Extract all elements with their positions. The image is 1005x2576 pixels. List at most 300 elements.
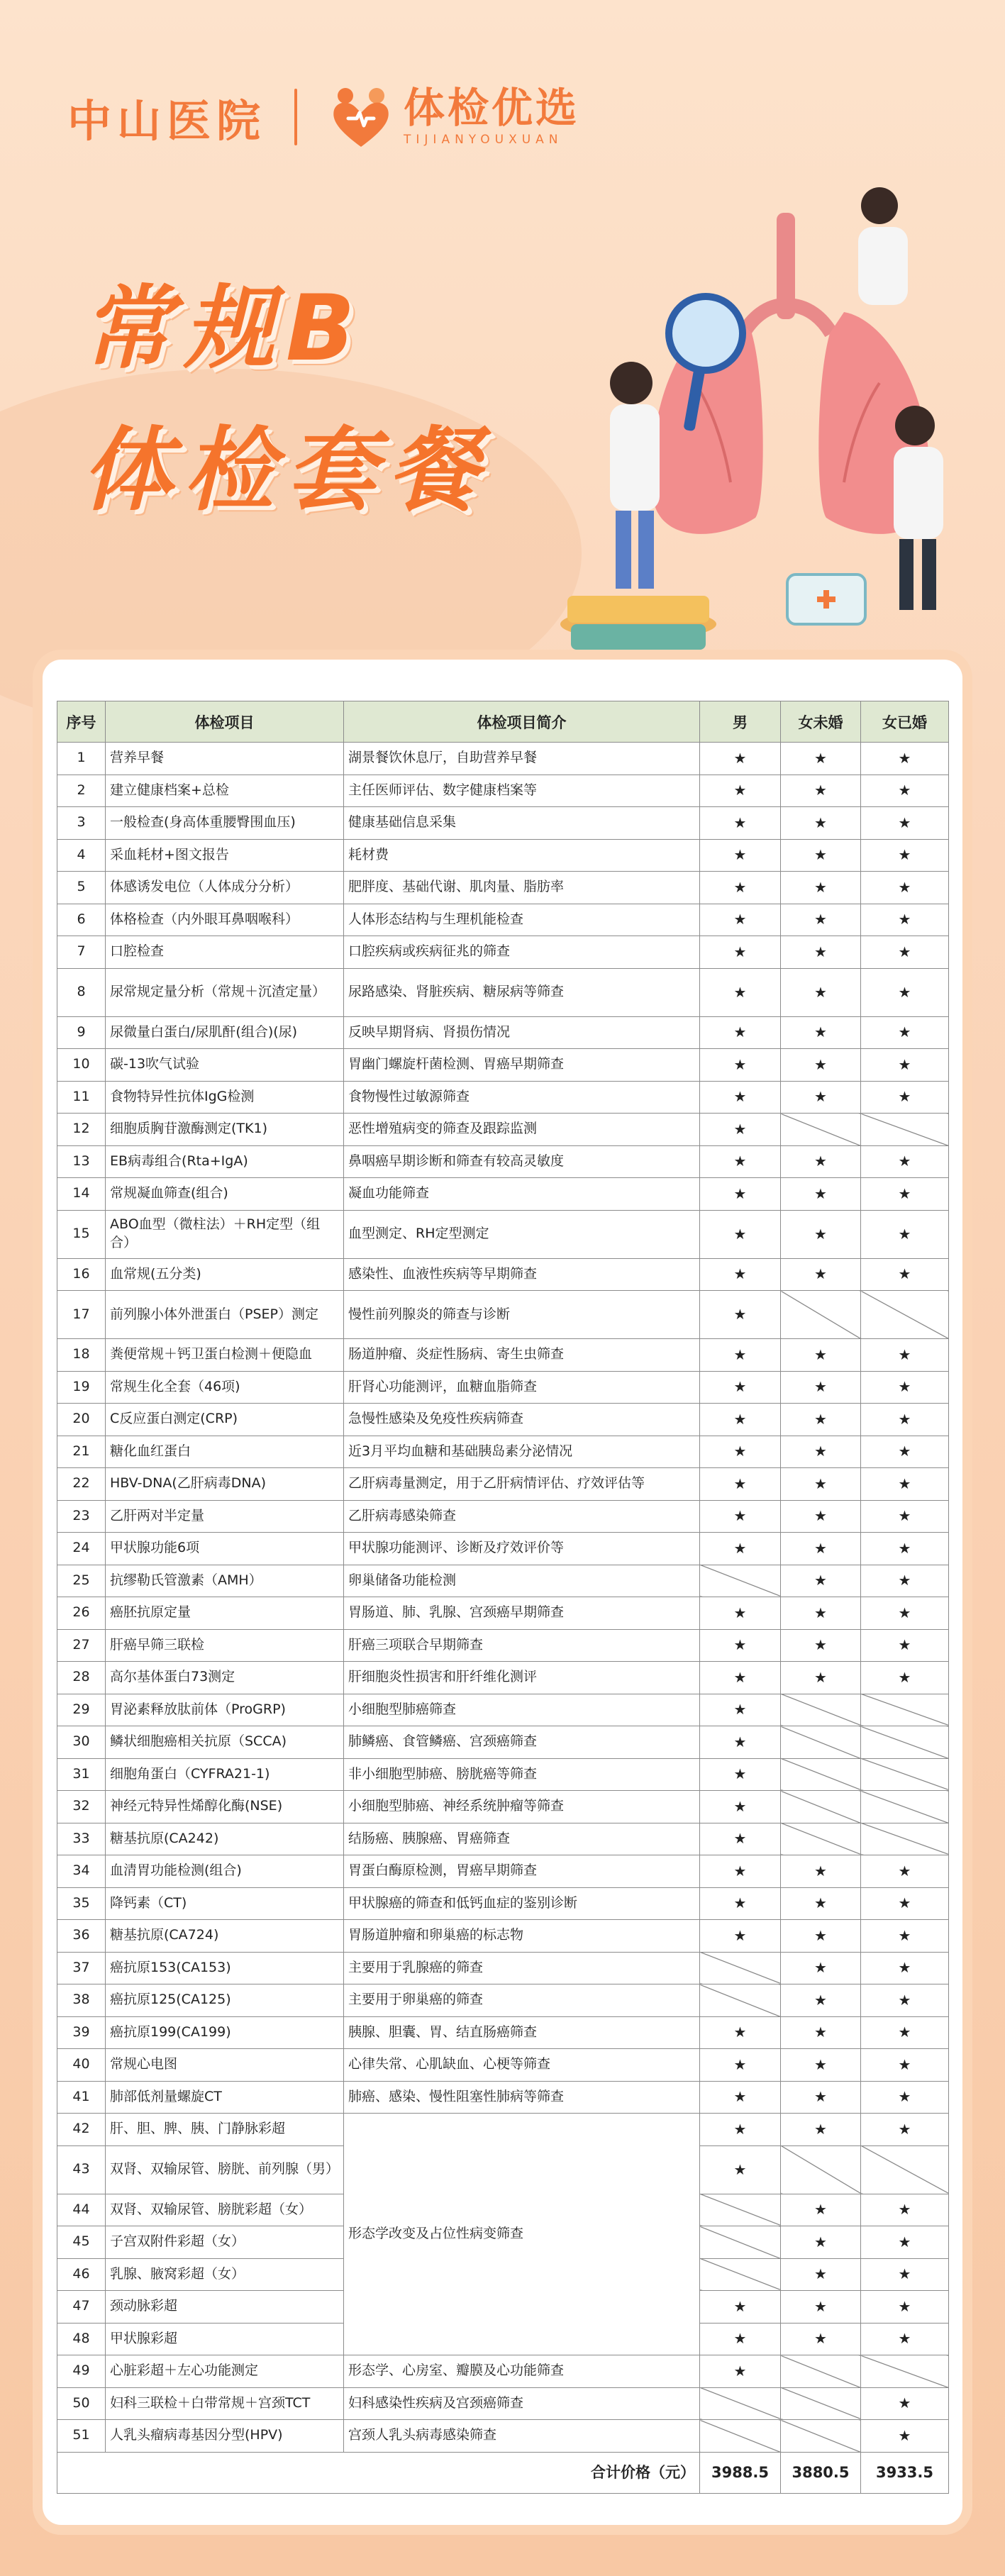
table-row — [57, 1436, 949, 1468]
table-row — [57, 1597, 949, 1630]
row-description: 健康基础信息采集 — [344, 807, 700, 840]
table-header-row — [57, 701, 949, 743]
male-star-icon: ★ — [700, 2049, 781, 2082]
female-unmarried-not-included — [781, 2355, 861, 2388]
row-description: 凝血功能筛查 — [344, 1178, 700, 1211]
row-item: ABO血型（微柱法）＋RH定型（组合） — [106, 1210, 344, 1258]
row-description: 口腔疾病或疾病征兆的筛查 — [344, 936, 700, 969]
row-item: 食物特异性抗体IgG检测 — [106, 1081, 344, 1114]
male-star-icon: ★ — [700, 2016, 781, 2049]
hospital-name: 中山医院 — [67, 94, 267, 147]
row-number: 34 — [57, 1855, 106, 1888]
female-married-not-included — [861, 1291, 949, 1339]
male-star-icon: ★ — [700, 1049, 781, 1082]
female-married-star-icon: ★ — [861, 1436, 949, 1468]
header-item: 体检项目 — [106, 701, 344, 743]
table-row — [57, 743, 949, 775]
header-no: 序号 — [57, 701, 106, 743]
row-item: 细胞质胸苷激酶测定(TK1) — [106, 1114, 344, 1146]
row-description: 形态学、心房室、瓣膜及心功能筛查 — [344, 2355, 700, 2388]
table-row — [57, 1210, 949, 1258]
male-star-icon: ★ — [700, 2081, 781, 2114]
table-row — [57, 1791, 949, 1823]
female-married-not-included — [861, 2145, 949, 2194]
row-number: 45 — [57, 2226, 106, 2259]
row-number: 2 — [57, 775, 106, 807]
female-married-star-icon: ★ — [861, 1016, 949, 1049]
male-star-icon: ★ — [700, 1016, 781, 1049]
male-star-icon: ★ — [700, 2355, 781, 2388]
female-married-star-icon: ★ — [861, 1178, 949, 1211]
row-description: 食物慢性过敏源筛查 — [344, 1081, 700, 1114]
male-star-icon: ★ — [700, 743, 781, 775]
female-unmarried-star-icon: ★ — [781, 1952, 861, 1984]
female-married-star-icon: ★ — [861, 2016, 949, 2049]
row-number: 50 — [57, 2387, 106, 2420]
female-unmarried-star-icon: ★ — [781, 1145, 861, 1178]
row-description: 小细胞型肺癌筛查 — [344, 1694, 700, 1726]
female-unmarried-not-included — [781, 1791, 861, 1823]
row-description: 卵巢储备功能检测 — [344, 1565, 700, 1597]
row-item: 碳-13吹气试验 — [106, 1049, 344, 1082]
row-number: 18 — [57, 1339, 106, 1372]
row-number: 20 — [57, 1404, 106, 1436]
row-description: 胃肠道肿瘤和卵巢癌的标志物 — [344, 1920, 700, 1953]
female-unmarried-star-icon: ★ — [781, 2291, 861, 2324]
total-label: 合计价格（元） — [57, 2452, 700, 2493]
table-row — [57, 1565, 949, 1597]
row-item: 子宫双附件彩超（女） — [106, 2226, 344, 2259]
table-row — [57, 2114, 949, 2146]
female-married-star-icon: ★ — [861, 2194, 949, 2226]
female-married-not-included — [861, 1823, 949, 1855]
female-unmarried-star-icon: ★ — [781, 1178, 861, 1211]
female-married-star-icon: ★ — [861, 1404, 949, 1436]
male-star-icon: ★ — [700, 1339, 781, 1372]
row-description: 肝肾心功能测评，血糖血脂筛查 — [344, 1371, 700, 1404]
row-number: 6 — [57, 904, 106, 936]
female-married-star-icon: ★ — [861, 2081, 949, 2114]
male-star-icon: ★ — [700, 1468, 781, 1501]
table-row — [57, 1468, 949, 1501]
row-item: EB病毒组合(Rta+IgA) — [106, 1145, 344, 1178]
row-item: 体格检查（内外眼耳鼻咽喉科） — [106, 904, 344, 936]
male-star-icon: ★ — [700, 1210, 781, 1258]
female-unmarried-star-icon: ★ — [781, 1662, 861, 1694]
row-number: 33 — [57, 1823, 106, 1855]
table-row — [57, 2016, 949, 2049]
male-star-icon: ★ — [700, 1081, 781, 1114]
row-description: 反映早期肾病、肾损伤情况 — [344, 1016, 700, 1049]
row-number: 49 — [57, 2355, 106, 2388]
male-star-icon: ★ — [700, 1114, 781, 1146]
female-married-not-included — [861, 1758, 949, 1791]
row-item: 口腔检查 — [106, 936, 344, 969]
row-item: 颈动脉彩超 — [106, 2291, 344, 2324]
row-number: 36 — [57, 1920, 106, 1953]
row-number: 47 — [57, 2291, 106, 2324]
male-star-icon: ★ — [700, 1791, 781, 1823]
row-item: 降钙素（CT) — [106, 1887, 344, 1920]
female-married-star-icon: ★ — [861, 936, 949, 969]
female-married-star-icon: ★ — [861, 1855, 949, 1888]
row-item: 心脏彩超＋左心功能测定 — [106, 2355, 344, 2388]
package-card — [43, 660, 962, 2525]
row-description: 乙肝病毒量测定，用于乙肝病情评估、疗效评估等 — [344, 1468, 700, 1501]
male-star-icon: ★ — [700, 807, 781, 840]
female-unmarried-star-icon: ★ — [781, 2114, 861, 2146]
female-unmarried-star-icon: ★ — [781, 1500, 861, 1533]
female-unmarried-star-icon: ★ — [781, 1597, 861, 1630]
table-row — [57, 1920, 949, 1953]
row-item: 细胞角蛋白（CYFRA21-1) — [106, 1758, 344, 1791]
row-number: 13 — [57, 1145, 106, 1178]
table-row — [57, 1694, 949, 1726]
row-item: 粪便常规＋钙卫蛋白检测＋便隐血 — [106, 1339, 344, 1372]
row-description: 肺鳞癌、食管鳞癌、宫颈癌筛查 — [344, 1726, 700, 1759]
row-description: 恶性增殖病变的筛查及跟踪监测 — [344, 1114, 700, 1146]
row-description: 近3月平均血糖和基础胰岛素分泌情况 — [344, 1436, 700, 1468]
row-item: 糖化血红蛋白 — [106, 1436, 344, 1468]
table-row — [57, 1726, 949, 1759]
row-item: 妇科三联检＋白带常规＋宫颈TCT — [106, 2387, 344, 2420]
row-description: 胃蛋白酶原检测，胃癌早期筛查 — [344, 1855, 700, 1888]
table-row — [57, 1887, 949, 1920]
female-unmarried-star-icon: ★ — [781, 1210, 861, 1258]
row-number: 38 — [57, 1984, 106, 2017]
row-number: 7 — [57, 936, 106, 969]
header — [67, 74, 579, 160]
female-unmarried-star-icon: ★ — [781, 775, 861, 807]
table-row — [57, 1629, 949, 1662]
row-description: 肥胖度、基础代谢、肌肉量、脂肪率 — [344, 872, 700, 904]
female-married-star-icon: ★ — [861, 1887, 949, 1920]
female-married-star-icon: ★ — [861, 1145, 949, 1178]
table-row — [57, 807, 949, 840]
table-row — [57, 1114, 949, 1146]
row-item: 常规凝血筛查(组合) — [106, 1178, 344, 1211]
female-unmarried-star-icon: ★ — [781, 1339, 861, 1372]
female-married-star-icon: ★ — [861, 1597, 949, 1630]
table-row — [57, 2420, 949, 2453]
row-number: 44 — [57, 2194, 106, 2226]
female-married-star-icon: ★ — [861, 807, 949, 840]
row-number: 48 — [57, 2323, 106, 2355]
female-married-star-icon: ★ — [861, 775, 949, 807]
male-star-icon: ★ — [700, 1597, 781, 1630]
row-number: 22 — [57, 1468, 106, 1501]
male-star-icon: ★ — [700, 872, 781, 904]
row-number: 14 — [57, 1178, 106, 1211]
male-not-included — [700, 2420, 781, 2453]
male-star-icon: ★ — [700, 1178, 781, 1211]
row-description: 主要用于卵巢癌的筛查 — [344, 1984, 700, 2017]
male-star-icon: ★ — [700, 1291, 781, 1339]
table-row — [57, 1081, 949, 1114]
row-number: 24 — [57, 1533, 106, 1565]
row-number: 17 — [57, 1291, 106, 1339]
male-star-icon: ★ — [700, 839, 781, 872]
row-number: 35 — [57, 1887, 106, 1920]
male-star-icon: ★ — [700, 1371, 781, 1404]
row-item: 建立健康档案+总检 — [106, 775, 344, 807]
row-description: 主任医师评估、数字健康档案等 — [344, 775, 700, 807]
table-row — [57, 1533, 949, 1565]
row-item: 常规心电图 — [106, 2049, 344, 2082]
female-unmarried-star-icon: ★ — [781, 2081, 861, 2114]
row-description-merged: 形态学改变及占位性病变筛查 — [344, 2114, 700, 2355]
row-description: 胃肠道、肺、乳腺、宫颈癌早期筛查 — [344, 1597, 700, 1630]
header-male: 男 — [700, 701, 781, 743]
female-unmarried-star-icon: ★ — [781, 1629, 861, 1662]
row-description: 主要用于乳腺癌的筛查 — [344, 1952, 700, 1984]
total-price-female-unmarried: 3880.5 — [781, 2452, 861, 2493]
row-description: 结肠癌、胰腺癌、胃癌筛查 — [344, 1823, 700, 1855]
row-item: 一般检查(身高体重腰臀围血压) — [106, 807, 344, 840]
title-line-1: 常规B — [82, 276, 367, 382]
female-married-not-included — [861, 1694, 949, 1726]
male-star-icon: ★ — [700, 904, 781, 936]
female-married-star-icon: ★ — [861, 1468, 949, 1501]
table-row — [57, 2387, 949, 2420]
female-unmarried-star-icon: ★ — [781, 1081, 861, 1114]
female-unmarried-not-included — [781, 2145, 861, 2194]
package-table — [57, 701, 949, 2494]
row-item: 肝、胆、脾、胰、门静脉彩超 — [106, 2114, 344, 2146]
female-unmarried-star-icon: ★ — [781, 1468, 861, 1501]
female-married-star-icon: ★ — [861, 1258, 949, 1291]
female-married-not-included — [861, 1726, 949, 1759]
male-not-included — [700, 2226, 781, 2259]
female-unmarried-star-icon: ★ — [781, 1920, 861, 1953]
row-item: 神经元特异性烯醇化酶(NSE) — [106, 1791, 344, 1823]
table-row — [57, 1178, 949, 1211]
table-row — [57, 2081, 949, 2114]
row-number: 15 — [57, 1210, 106, 1258]
row-description: 鼻咽癌早期诊断和筛查有较高灵敏度 — [344, 1145, 700, 1178]
total-price-female-married: 3933.5 — [861, 2452, 949, 2493]
header-desc: 体检项目简介 — [344, 701, 700, 743]
female-married-star-icon: ★ — [861, 1952, 949, 1984]
row-item: 鳞状细胞癌相关抗原（SCCA) — [106, 1726, 344, 1759]
row-item: 糖基抗原(CA724) — [106, 1920, 344, 1953]
female-unmarried-not-included — [781, 1823, 861, 1855]
brand-pinyin: TIJIANYOUXUAN — [404, 133, 563, 147]
row-number: 19 — [57, 1371, 106, 1404]
row-description: 甲状腺癌的筛查和低钙血症的鉴别诊断 — [344, 1887, 700, 1920]
row-description: 心律失常、心肌缺血、心梗等筛查 — [344, 2049, 700, 2082]
female-married-star-icon: ★ — [861, 2420, 949, 2453]
header-female-unmarried: 女未婚 — [781, 701, 861, 743]
table-row — [57, 1855, 949, 1888]
table-row — [57, 1952, 949, 1984]
title-line-2: 体检套餐 — [82, 418, 491, 523]
female-unmarried-not-included — [781, 1694, 861, 1726]
row-number: 9 — [57, 1016, 106, 1049]
table-row — [57, 1258, 949, 1291]
row-item: 采血耗材+图文报告 — [106, 839, 344, 872]
male-star-icon: ★ — [700, 1145, 781, 1178]
female-married-not-included — [861, 1114, 949, 1146]
female-married-star-icon: ★ — [861, 1500, 949, 1533]
table-row — [57, 1016, 949, 1049]
male-star-icon: ★ — [700, 1500, 781, 1533]
male-star-icon: ★ — [700, 1662, 781, 1694]
row-number: 43 — [57, 2145, 106, 2194]
female-married-star-icon: ★ — [861, 1081, 949, 1114]
row-number: 42 — [57, 2114, 106, 2146]
female-unmarried-star-icon: ★ — [781, 1436, 861, 1468]
male-star-icon: ★ — [700, 1436, 781, 1468]
male-star-icon: ★ — [700, 936, 781, 969]
row-number: 31 — [57, 1758, 106, 1791]
female-married-star-icon: ★ — [861, 2114, 949, 2146]
female-married-star-icon: ★ — [861, 1049, 949, 1082]
row-item: 尿微量白蛋白/尿肌酐(组合)(尿) — [106, 1016, 344, 1049]
row-item: 肺部低剂量螺旋CT — [106, 2081, 344, 2114]
female-unmarried-star-icon: ★ — [781, 1855, 861, 1888]
table-row — [57, 1662, 949, 1694]
female-unmarried-star-icon: ★ — [781, 2049, 861, 2082]
row-item: 体感诱发电位（人体成分分析） — [106, 872, 344, 904]
female-unmarried-star-icon: ★ — [781, 807, 861, 840]
female-married-star-icon: ★ — [861, 2323, 949, 2355]
row-description: 妇科感染性疾病及宫颈癌筛查 — [344, 2387, 700, 2420]
female-unmarried-star-icon: ★ — [781, 839, 861, 872]
female-married-star-icon: ★ — [861, 2258, 949, 2291]
female-unmarried-star-icon: ★ — [781, 1258, 861, 1291]
row-description: 胃幽门螺旋杆菌检测、胃癌早期筛查 — [344, 1049, 700, 1082]
table-row — [57, 1145, 949, 1178]
table-row — [57, 1984, 949, 2017]
row-item: 抗缪勒氏管激素（AMH） — [106, 1565, 344, 1597]
row-item: 癌抗原199(CA199) — [106, 2016, 344, 2049]
female-unmarried-star-icon: ★ — [781, 1016, 861, 1049]
brand-name: 体检优选 — [404, 84, 580, 132]
female-unmarried-star-icon: ★ — [781, 2226, 861, 2259]
female-married-star-icon: ★ — [861, 1984, 949, 2017]
table-row — [57, 1049, 949, 1082]
row-item: 癌抗原125(CA125) — [106, 1984, 344, 2017]
female-unmarried-not-included — [781, 1291, 861, 1339]
row-description: 湖景餐饮休息厅，自助营养早餐 — [344, 743, 700, 775]
row-description: 血型测定、RH定型测定 — [344, 1210, 700, 1258]
male-star-icon: ★ — [700, 1887, 781, 1920]
male-star-icon: ★ — [700, 2114, 781, 2146]
female-unmarried-star-icon: ★ — [781, 1533, 861, 1565]
male-not-included — [700, 1565, 781, 1597]
row-item: 双肾、双输尿管、膀胱彩超（女） — [106, 2194, 344, 2226]
female-married-star-icon: ★ — [861, 1339, 949, 1372]
female-married-star-icon: ★ — [861, 2387, 949, 2420]
male-star-icon: ★ — [700, 1533, 781, 1565]
female-unmarried-star-icon: ★ — [781, 1984, 861, 2017]
female-unmarried-not-included — [781, 2387, 861, 2420]
female-married-star-icon: ★ — [861, 1629, 949, 1662]
row-item: 高尔基体蛋白73测定 — [106, 1662, 344, 1694]
row-number: 16 — [57, 1258, 106, 1291]
table-row — [57, 2049, 949, 2082]
row-number: 41 — [57, 2081, 106, 2114]
row-description: 慢性前列腺炎的筛查与诊断 — [344, 1291, 700, 1339]
row-item: 乙肝两对半定量 — [106, 1500, 344, 1533]
row-description: 肝细胞炎性损害和肝纤维化测评 — [344, 1662, 700, 1694]
female-unmarried-not-included — [781, 1726, 861, 1759]
row-number: 12 — [57, 1114, 106, 1146]
row-description: 感染性、血液性疾病等早期筛查 — [344, 1258, 700, 1291]
row-description: 急慢性感染及免疫性疾病筛查 — [344, 1404, 700, 1436]
female-married-not-included — [861, 1791, 949, 1823]
female-married-star-icon: ★ — [861, 2049, 949, 2082]
table-row — [57, 1404, 949, 1436]
female-unmarried-star-icon: ★ — [781, 2258, 861, 2291]
female-married-star-icon: ★ — [861, 1371, 949, 1404]
row-item: 人乳头瘤病毒基因分型(HPV) — [106, 2420, 344, 2453]
row-item: 常规生化全套（46项) — [106, 1371, 344, 1404]
total-row — [57, 2452, 949, 2493]
table-row — [57, 1758, 949, 1791]
male-star-icon: ★ — [700, 1694, 781, 1726]
row-description: 肠道肿瘤、炎症性肠病、寄生虫筛查 — [344, 1339, 700, 1372]
row-number: 8 — [57, 968, 106, 1016]
table-row — [57, 1339, 949, 1372]
female-married-not-included — [861, 2355, 949, 2388]
female-married-star-icon: ★ — [861, 1533, 949, 1565]
row-item: 乳腺、腋窝彩超（女） — [106, 2258, 344, 2291]
row-description: 非小细胞型肺癌、膀胱癌等筛查 — [344, 1758, 700, 1791]
row-number: 28 — [57, 1662, 106, 1694]
female-unmarried-not-included — [781, 2420, 861, 2453]
row-item: 肝癌早筛三联检 — [106, 1629, 344, 1662]
female-unmarried-not-included — [781, 1114, 861, 1146]
table-row — [57, 904, 949, 936]
male-star-icon: ★ — [700, 1920, 781, 1953]
female-married-star-icon: ★ — [861, 904, 949, 936]
table-row — [57, 775, 949, 807]
row-description: 甲状腺功能测评、诊断及疗效评价等 — [344, 1533, 700, 1565]
male-star-icon: ★ — [700, 2291, 781, 2324]
table-row — [57, 1371, 949, 1404]
row-number: 29 — [57, 1694, 106, 1726]
row-description: 耗材费 — [344, 839, 700, 872]
row-item: 双肾、双输尿管、膀胱、前列腺（男） — [106, 2145, 344, 2194]
row-item: 血常规(五分类) — [106, 1258, 344, 1291]
female-married-star-icon: ★ — [861, 1565, 949, 1597]
row-item: 胃泌素释放肽前体（ProGRP) — [106, 1694, 344, 1726]
total-price-male: 3988.5 — [700, 2452, 781, 2493]
female-unmarried-star-icon: ★ — [781, 1887, 861, 1920]
table-row — [57, 936, 949, 969]
female-married-star-icon: ★ — [861, 968, 949, 1016]
row-number: 21 — [57, 1436, 106, 1468]
row-number: 23 — [57, 1500, 106, 1533]
female-married-star-icon: ★ — [861, 743, 949, 775]
table-row — [57, 2355, 949, 2388]
male-star-icon: ★ — [700, 2323, 781, 2355]
row-number: 40 — [57, 2049, 106, 2082]
row-number: 5 — [57, 872, 106, 904]
row-number: 1 — [57, 743, 106, 775]
male-star-icon: ★ — [700, 968, 781, 1016]
row-item: 甲状腺功能6项 — [106, 1533, 344, 1565]
row-number: 37 — [57, 1952, 106, 1984]
male-star-icon: ★ — [700, 1726, 781, 1759]
female-unmarried-star-icon: ★ — [781, 1404, 861, 1436]
male-star-icon: ★ — [700, 1758, 781, 1791]
female-married-star-icon: ★ — [861, 2226, 949, 2259]
row-description: 肺癌、感染、慢性阻塞性肺病等筛查 — [344, 2081, 700, 2114]
row-description: 人体形态结构与生理机能检查 — [344, 904, 700, 936]
